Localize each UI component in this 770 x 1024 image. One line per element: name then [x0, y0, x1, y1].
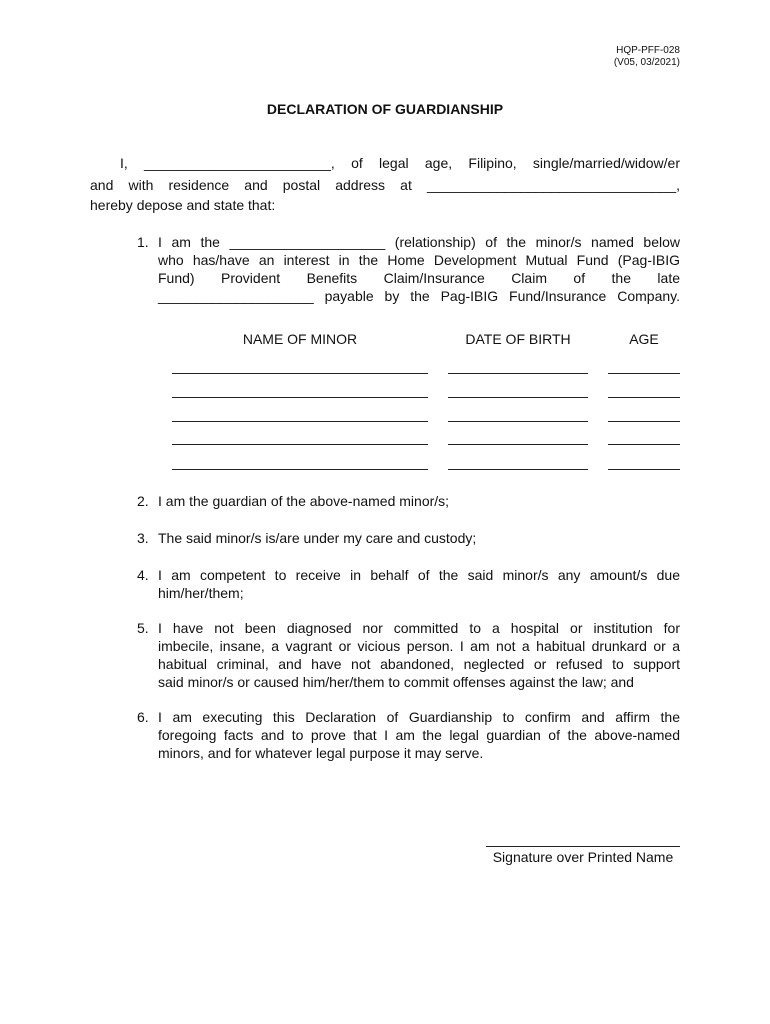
item-2-number: 2.: [137, 493, 149, 509]
item-1-number: 1.: [137, 234, 149, 250]
minor-birthdate-line: [448, 373, 588, 374]
item-4-line-2: him/her/them;: [158, 585, 244, 601]
minor-birthdate-line: [448, 444, 588, 445]
intro-line-2: and with residence and postal address at ________________________________,: [90, 177, 680, 193]
item-1-line-1: I am the ____________________ (relationship) of the minor/s named below: [158, 234, 680, 250]
minor-name-line: [172, 373, 428, 374]
item-5-line-1: I have not been diagnosed nor committed to a hospital or institution for: [158, 620, 680, 636]
document-title: DECLARATION OF GUARDIANSHIP: [266, 101, 504, 117]
minor-age-line: [608, 373, 680, 374]
item-3-line-1: The said minor/s is/are under my care and custody;: [158, 530, 477, 546]
minor-name-line: [172, 397, 428, 398]
item-6-line-2: foregoing facts and to prove that I am the legal guardian of the above-named: [158, 727, 680, 743]
intro-line-3: hereby depose and state that:: [90, 197, 276, 213]
header-name-of-minor: NAME OF MINOR: [242, 331, 358, 347]
item-3-number: 3.: [137, 530, 149, 546]
item-1-line-3: Fund) Provident Benefits Claim/Insurance Claim of the late: [158, 270, 680, 286]
form-code-block: [614, 45, 680, 69]
item-5-line-4: said minor/s or caused him/her/them to commit offenses against the law; and: [158, 674, 634, 690]
header-date-of-birth: DATE OF BIRTH: [465, 331, 571, 347]
header-age: AGE: [629, 331, 659, 347]
item-6-number: 6.: [137, 709, 149, 725]
intro-line-1: I, ________________________, of legal age, Filipino, single/married/widow/er: [120, 155, 680, 171]
minor-name-line: [172, 421, 428, 422]
item-6-line-1: I am executing this Declaration of Guardianship to confirm and affirm the: [158, 709, 680, 725]
item-2-line-1: I am the guardian of the above-named minor/s;: [158, 493, 450, 509]
item-1-line-4: ____________________ payable by the Pag-IBIG Fund/Insurance Company.: [158, 288, 680, 304]
minor-age-line: [608, 469, 680, 470]
item-4-line-1: I am competent to receive in behalf of the said minor/s any amount/s due: [158, 567, 680, 583]
form-version: (V05, 03/2021): [613, 57, 680, 68]
item-1-line-2: who has/have an interest in the Home Development Mutual Fund (Pag-IBIG: [158, 252, 680, 268]
item-6-line-3: minors, and for whatever legal purpose it may serve.: [158, 745, 484, 761]
item-5-line-2: imbecile, insane, a vagrant or vicious person. I am not a habitual drunkard or a: [158, 638, 680, 654]
item-4-number: 4.: [137, 567, 149, 583]
form-code: HQP-PFF-028: [616, 45, 680, 56]
minor-birthdate-line: [448, 421, 588, 422]
minor-name-line: [172, 469, 428, 470]
signature-label: Signature over Printed Name: [492, 849, 674, 865]
minor-birthdate-line: [448, 469, 588, 470]
minor-birthdate-line: [448, 397, 588, 398]
minor-name-line: [172, 444, 428, 445]
signature-line[interactable]: [486, 846, 680, 847]
minor-age-line: [608, 421, 680, 422]
minor-age-line: [608, 444, 680, 445]
item-5-number: 5.: [137, 620, 149, 636]
item-5-line-3: habitual criminal, and have not abandoned, neglected or refused to support: [158, 656, 680, 672]
minor-age-line: [608, 397, 680, 398]
